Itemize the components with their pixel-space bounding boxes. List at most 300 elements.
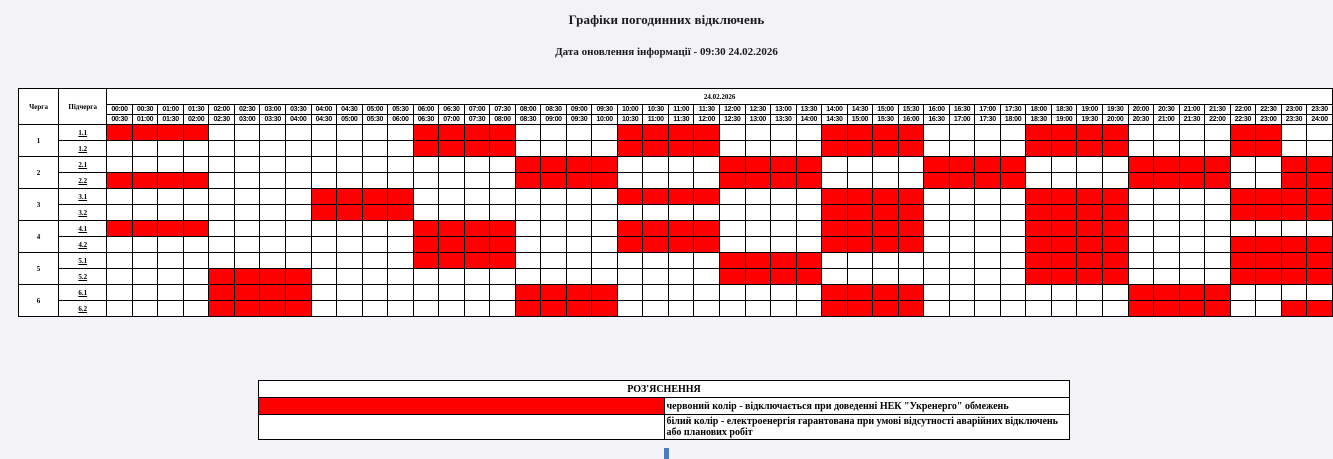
outage-cell-off	[694, 301, 720, 317]
outage-cell-off	[132, 157, 158, 173]
outage-cell-on	[183, 125, 209, 141]
outage-cell-on	[1307, 237, 1333, 253]
outage-cell-off	[822, 157, 848, 173]
legend-color-swatch	[259, 415, 665, 440]
outage-cell-off	[439, 301, 465, 317]
slot-end-time: 06:00	[388, 115, 414, 125]
slot-end-time: 18:00	[1000, 115, 1026, 125]
outage-cell-on	[1026, 221, 1052, 237]
slot-end-time: 15:30	[873, 115, 899, 125]
outage-cell-off	[1154, 237, 1180, 253]
outage-cell-on	[1179, 157, 1205, 173]
outage-cell-off	[1026, 157, 1052, 173]
outage-cell-on	[1102, 189, 1128, 205]
outage-cell-off	[1154, 221, 1180, 237]
outage-cell-off	[1281, 125, 1307, 141]
outage-cell-on	[592, 301, 618, 317]
subqueue-link[interactable]: 5.2	[59, 269, 107, 285]
outage-cell-on	[822, 141, 848, 157]
outage-cell-off	[260, 221, 286, 237]
outage-cell-on	[847, 205, 873, 221]
outage-cell-on	[898, 301, 924, 317]
outage-cell-off	[924, 285, 950, 301]
outage-cell-off	[311, 269, 337, 285]
slot-start-time: 23:30	[1307, 105, 1333, 115]
outage-cell-on	[1077, 269, 1103, 285]
outage-cell-on	[694, 221, 720, 237]
outage-cell-off	[1077, 285, 1103, 301]
outage-cell-on	[668, 189, 694, 205]
outage-cell-off	[1154, 253, 1180, 269]
outage-cell-on	[1128, 173, 1154, 189]
outage-cell-off	[796, 205, 822, 221]
outage-cell-on	[694, 125, 720, 141]
slot-end-time: 09:00	[541, 115, 567, 125]
outage-cell-off	[1026, 285, 1052, 301]
outage-cell-off	[439, 269, 465, 285]
outage-cell-off	[949, 221, 975, 237]
outage-cell-on	[1026, 125, 1052, 141]
outage-cell-off	[1205, 125, 1231, 141]
subqueue-link[interactable]: 3.1	[59, 189, 107, 205]
outage-cell-off	[311, 285, 337, 301]
outage-cell-off	[388, 141, 414, 157]
outage-cell-off	[413, 285, 439, 301]
outage-cell-on	[1205, 157, 1231, 173]
table-row	[19, 269, 1333, 285]
outage-cell-off	[1179, 269, 1205, 285]
outage-cell-on	[1102, 141, 1128, 157]
outage-cell-off	[822, 269, 848, 285]
outage-cell-off	[822, 253, 848, 269]
outage-cell-off	[898, 157, 924, 173]
outage-cell-on	[183, 221, 209, 237]
outage-cell-off	[388, 237, 414, 253]
outage-cell-on	[439, 237, 465, 253]
outage-cell-on	[1307, 157, 1333, 173]
outage-cell-off	[1000, 301, 1026, 317]
table-row	[19, 205, 1333, 221]
outage-cell-off	[1077, 301, 1103, 317]
outage-cell-off	[362, 237, 388, 253]
slot-end-time: 15:00	[847, 115, 873, 125]
outage-cell-on	[898, 221, 924, 237]
outage-cell-off	[1230, 285, 1256, 301]
scrollbar-indicator[interactable]	[664, 448, 669, 459]
outage-cell-off	[1205, 253, 1231, 269]
outage-cell-on	[873, 301, 899, 317]
slot-end-time: 03:00	[234, 115, 260, 125]
outage-cell-off	[1256, 157, 1282, 173]
outage-cell-on	[1154, 173, 1180, 189]
outage-cell-off	[1102, 301, 1128, 317]
outage-cell-off	[924, 301, 950, 317]
outage-cell-on	[847, 285, 873, 301]
outage-cell-on	[107, 173, 133, 189]
slot-start-time: 20:30	[1154, 105, 1180, 115]
slot-start-time: 16:30	[949, 105, 975, 115]
outage-cell-on	[1179, 301, 1205, 317]
outage-cell-on	[771, 173, 797, 189]
outage-cell-on	[541, 173, 567, 189]
legend-description: білий колір - електроенергія гарантована при умові відсутності аварійних відключень або планових робіт	[664, 415, 1070, 440]
outage-cell-off	[873, 269, 899, 285]
outage-cell-off	[720, 189, 746, 205]
slot-end-time: 21:00	[1154, 115, 1180, 125]
header-queue: Черга	[19, 89, 59, 125]
outage-cell-on	[362, 189, 388, 205]
outage-cell-off	[949, 205, 975, 221]
outage-cell-on	[847, 221, 873, 237]
outage-cell-off	[311, 173, 337, 189]
outage-cell-off	[1307, 285, 1333, 301]
outage-cell-on	[873, 189, 899, 205]
outage-cell-on	[1026, 141, 1052, 157]
outage-cell-off	[158, 237, 184, 253]
outage-cell-off	[566, 237, 592, 253]
outage-cell-off	[388, 269, 414, 285]
outage-cell-off	[771, 237, 797, 253]
outage-cell-off	[541, 141, 567, 157]
outage-cell-off	[541, 269, 567, 285]
outage-cell-on	[1307, 173, 1333, 189]
outage-cell-off	[592, 141, 618, 157]
slot-start-time: 21:30	[1205, 105, 1231, 115]
outage-cell-off	[183, 157, 209, 173]
slot-end-time: 17:00	[949, 115, 975, 125]
slot-end-time: 23:00	[1256, 115, 1282, 125]
legend-table	[258, 380, 1070, 440]
outage-cell-on	[260, 285, 286, 301]
outage-cell-on	[439, 253, 465, 269]
outage-cell-off	[643, 173, 669, 189]
outage-cell-off	[107, 269, 133, 285]
outage-cell-off	[337, 125, 363, 141]
outage-cell-on	[720, 173, 746, 189]
outage-cell-on	[541, 157, 567, 173]
outage-cell-on	[949, 173, 975, 189]
outage-cell-off	[439, 285, 465, 301]
outage-cell-on	[898, 205, 924, 221]
outage-cell-off	[745, 141, 771, 157]
outage-cell-off	[1307, 221, 1333, 237]
slot-start-time: 18:30	[1051, 105, 1077, 115]
subqueue-link[interactable]: 6.2	[59, 301, 107, 317]
outage-cell-off	[337, 173, 363, 189]
outage-cell-off	[771, 285, 797, 301]
slot-start-time: 07:30	[490, 105, 516, 115]
outage-cell-off	[1000, 253, 1026, 269]
slot-start-time: 03:00	[260, 105, 286, 115]
outage-cell-off	[745, 237, 771, 253]
outage-cell-off	[617, 301, 643, 317]
outage-cell-off	[668, 269, 694, 285]
outage-cell-on	[924, 173, 950, 189]
outage-cell-on	[566, 301, 592, 317]
outage-cell-on	[873, 285, 899, 301]
outage-cell-on	[617, 189, 643, 205]
outage-cell-off	[464, 189, 490, 205]
outage-cell-off	[668, 157, 694, 173]
outage-cell-on	[1102, 269, 1128, 285]
subqueue-link[interactable]: 5.1	[59, 253, 107, 269]
outage-cell-off	[439, 157, 465, 173]
outage-cell-off	[771, 221, 797, 237]
outage-cell-off	[694, 269, 720, 285]
outage-cell-on	[1051, 125, 1077, 141]
slot-start-time: 04:30	[337, 105, 363, 115]
schedule-table-body	[19, 125, 1333, 317]
slot-start-time: 23:00	[1281, 105, 1307, 115]
outage-cell-off	[1000, 269, 1026, 285]
outage-cell-off	[566, 221, 592, 237]
slot-end-time: 07:00	[439, 115, 465, 125]
slot-start-time: 00:00	[107, 105, 133, 115]
outage-cell-on	[158, 173, 184, 189]
table-row	[19, 221, 1333, 237]
outage-cell-off	[1205, 205, 1231, 221]
outage-cell-off	[541, 237, 567, 253]
outage-cell-on	[873, 237, 899, 253]
subqueue-link[interactable]: 1.2	[59, 141, 107, 157]
outage-cell-on	[1154, 285, 1180, 301]
outage-cell-off	[771, 141, 797, 157]
slot-end-time: 09:30	[566, 115, 592, 125]
outage-cell-on	[1000, 173, 1026, 189]
slot-end-time: 02:00	[183, 115, 209, 125]
outage-cell-off	[1154, 205, 1180, 221]
slot-end-time: 12:30	[720, 115, 746, 125]
outage-cell-off	[949, 301, 975, 317]
subqueue-link[interactable]: 6.1	[59, 285, 107, 301]
table-row	[19, 189, 1333, 205]
outage-cell-off	[234, 141, 260, 157]
outage-cell-off	[771, 301, 797, 317]
outage-cell-on	[949, 157, 975, 173]
outage-cell-on	[541, 301, 567, 317]
outage-cell-on	[1128, 301, 1154, 317]
subqueue-link[interactable]: 3.2	[59, 205, 107, 221]
outage-cell-off	[924, 221, 950, 237]
outage-cell-off	[745, 205, 771, 221]
outage-cell-off	[771, 189, 797, 205]
outage-cell-on	[1230, 189, 1256, 205]
outage-cell-on	[1051, 205, 1077, 221]
outage-cell-off	[1128, 189, 1154, 205]
outage-cell-off	[1154, 269, 1180, 285]
outage-cell-on	[617, 221, 643, 237]
outage-cell-off	[132, 253, 158, 269]
outage-cell-off	[566, 125, 592, 141]
outage-cell-off	[311, 221, 337, 237]
outage-cell-on	[745, 157, 771, 173]
outage-cell-off	[796, 125, 822, 141]
outage-cell-on	[1051, 253, 1077, 269]
outage-cell-off	[388, 301, 414, 317]
outage-cell-on	[1307, 253, 1333, 269]
outage-cell-off	[1179, 253, 1205, 269]
slot-start-time: 02:30	[234, 105, 260, 115]
outage-cell-on	[413, 221, 439, 237]
outage-cell-off	[592, 221, 618, 237]
slot-start-time: 13:00	[771, 105, 797, 115]
outage-cell-off	[1230, 157, 1256, 173]
outage-cell-off	[1205, 189, 1231, 205]
outage-cell-off	[260, 189, 286, 205]
outage-cell-off	[745, 285, 771, 301]
queue-label: 1	[19, 125, 59, 157]
outage-cell-off	[924, 141, 950, 157]
slot-end-time: 01:30	[158, 115, 184, 125]
outage-cell-off	[362, 269, 388, 285]
legend-container	[258, 380, 1070, 440]
outage-cell-on	[566, 285, 592, 301]
outage-cell-on	[183, 173, 209, 189]
outage-cell-on	[1026, 269, 1052, 285]
outage-cell-off	[464, 157, 490, 173]
outage-cell-on	[209, 285, 235, 301]
outage-cell-on	[668, 125, 694, 141]
outage-cell-on	[1051, 141, 1077, 157]
outage-cell-on	[771, 253, 797, 269]
outage-cell-off	[873, 173, 899, 189]
outage-cell-off	[949, 141, 975, 157]
outage-cell-on	[1307, 205, 1333, 221]
outage-cell-off	[183, 141, 209, 157]
outage-cell-on	[286, 285, 312, 301]
outage-cell-on	[771, 157, 797, 173]
outage-cell-off	[720, 285, 746, 301]
outage-cell-off	[439, 205, 465, 221]
outage-cell-off	[924, 189, 950, 205]
outage-cell-on	[1256, 141, 1282, 157]
outage-cell-on	[847, 301, 873, 317]
outage-cell-off	[234, 237, 260, 253]
outage-cell-on	[847, 141, 873, 157]
outage-cell-on	[413, 141, 439, 157]
outage-cell-off	[847, 157, 873, 173]
outage-cell-off	[668, 285, 694, 301]
schedule-header-row-date	[19, 89, 1333, 105]
slot-end-time: 04:00	[286, 115, 312, 125]
outage-cell-on	[668, 237, 694, 253]
outage-cell-off	[694, 285, 720, 301]
outage-cell-off	[490, 157, 516, 173]
slot-end-time: 20:00	[1102, 115, 1128, 125]
slot-start-time: 11:30	[694, 105, 720, 115]
subqueue-link[interactable]: 2.1	[59, 157, 107, 173]
subqueue-link[interactable]: 4.2	[59, 237, 107, 253]
outage-cell-off	[975, 269, 1001, 285]
outage-cell-off	[362, 221, 388, 237]
slot-end-time: 07:30	[464, 115, 490, 125]
outage-cell-off	[1000, 189, 1026, 205]
outage-cell-on	[643, 141, 669, 157]
outage-cell-off	[107, 301, 133, 317]
outage-cell-on	[1077, 125, 1103, 141]
outage-cell-off	[183, 205, 209, 221]
outage-cell-off	[234, 173, 260, 189]
outage-cell-off	[617, 269, 643, 285]
subqueue-link[interactable]: 2.2	[59, 173, 107, 189]
outage-cell-off	[1256, 301, 1282, 317]
outage-cell-on	[898, 189, 924, 205]
outage-cell-on	[337, 205, 363, 221]
outage-cell-on	[1026, 205, 1052, 221]
outage-cell-off	[260, 173, 286, 189]
slot-end-time: 21:30	[1179, 115, 1205, 125]
outage-cell-on	[720, 253, 746, 269]
outage-cell-on	[1281, 269, 1307, 285]
outage-cell-off	[132, 237, 158, 253]
outage-cell-off	[1026, 301, 1052, 317]
outage-cell-off	[694, 205, 720, 221]
outage-cell-on	[847, 237, 873, 253]
outage-cell-off	[1205, 221, 1231, 237]
outage-cell-off	[898, 173, 924, 189]
subqueue-link[interactable]: 4.1	[59, 221, 107, 237]
outage-cell-on	[234, 269, 260, 285]
subqueue-link[interactable]: 1.1	[59, 125, 107, 141]
outage-cell-on	[822, 221, 848, 237]
outage-cell-off	[745, 189, 771, 205]
outage-cell-on	[439, 221, 465, 237]
outage-cell-on	[1077, 189, 1103, 205]
outage-cell-off	[1026, 173, 1052, 189]
outage-cell-off	[1128, 253, 1154, 269]
outage-cell-off	[158, 253, 184, 269]
outage-cell-off	[234, 125, 260, 141]
outage-cell-on	[1154, 157, 1180, 173]
table-row	[19, 301, 1333, 317]
outage-cell-on	[1154, 301, 1180, 317]
outage-cell-off	[209, 205, 235, 221]
outage-cell-off	[337, 269, 363, 285]
outage-cell-off	[847, 173, 873, 189]
slot-start-time: 15:30	[898, 105, 924, 115]
outage-cell-on	[643, 221, 669, 237]
outage-cell-on	[643, 237, 669, 253]
outage-cell-off	[209, 189, 235, 205]
outage-cell-off	[1128, 221, 1154, 237]
table-row	[19, 157, 1333, 173]
outage-cell-on	[771, 269, 797, 285]
slot-start-time: 22:30	[1256, 105, 1282, 115]
outage-cell-off	[515, 125, 541, 141]
legend-title: РОЗ'ЯСНЕННЯ	[259, 381, 1070, 398]
outage-cell-on	[1051, 269, 1077, 285]
outage-cell-off	[337, 253, 363, 269]
outage-cell-off	[234, 221, 260, 237]
outage-cell-off	[1256, 173, 1282, 189]
outage-cell-on	[847, 125, 873, 141]
outage-cell-off	[337, 141, 363, 157]
outage-cell-off	[949, 285, 975, 301]
outage-cell-off	[592, 253, 618, 269]
outage-cell-on	[490, 253, 516, 269]
outage-cell-on	[694, 141, 720, 157]
outage-cell-off	[643, 285, 669, 301]
outage-cell-on	[1281, 157, 1307, 173]
outage-cell-off	[1205, 269, 1231, 285]
table-row	[19, 237, 1333, 253]
outage-cell-on	[617, 141, 643, 157]
outage-cell-off	[286, 173, 312, 189]
outage-cell-off	[566, 205, 592, 221]
outage-cell-on	[1256, 237, 1282, 253]
outage-cell-on	[720, 157, 746, 173]
slot-start-time: 07:00	[464, 105, 490, 115]
